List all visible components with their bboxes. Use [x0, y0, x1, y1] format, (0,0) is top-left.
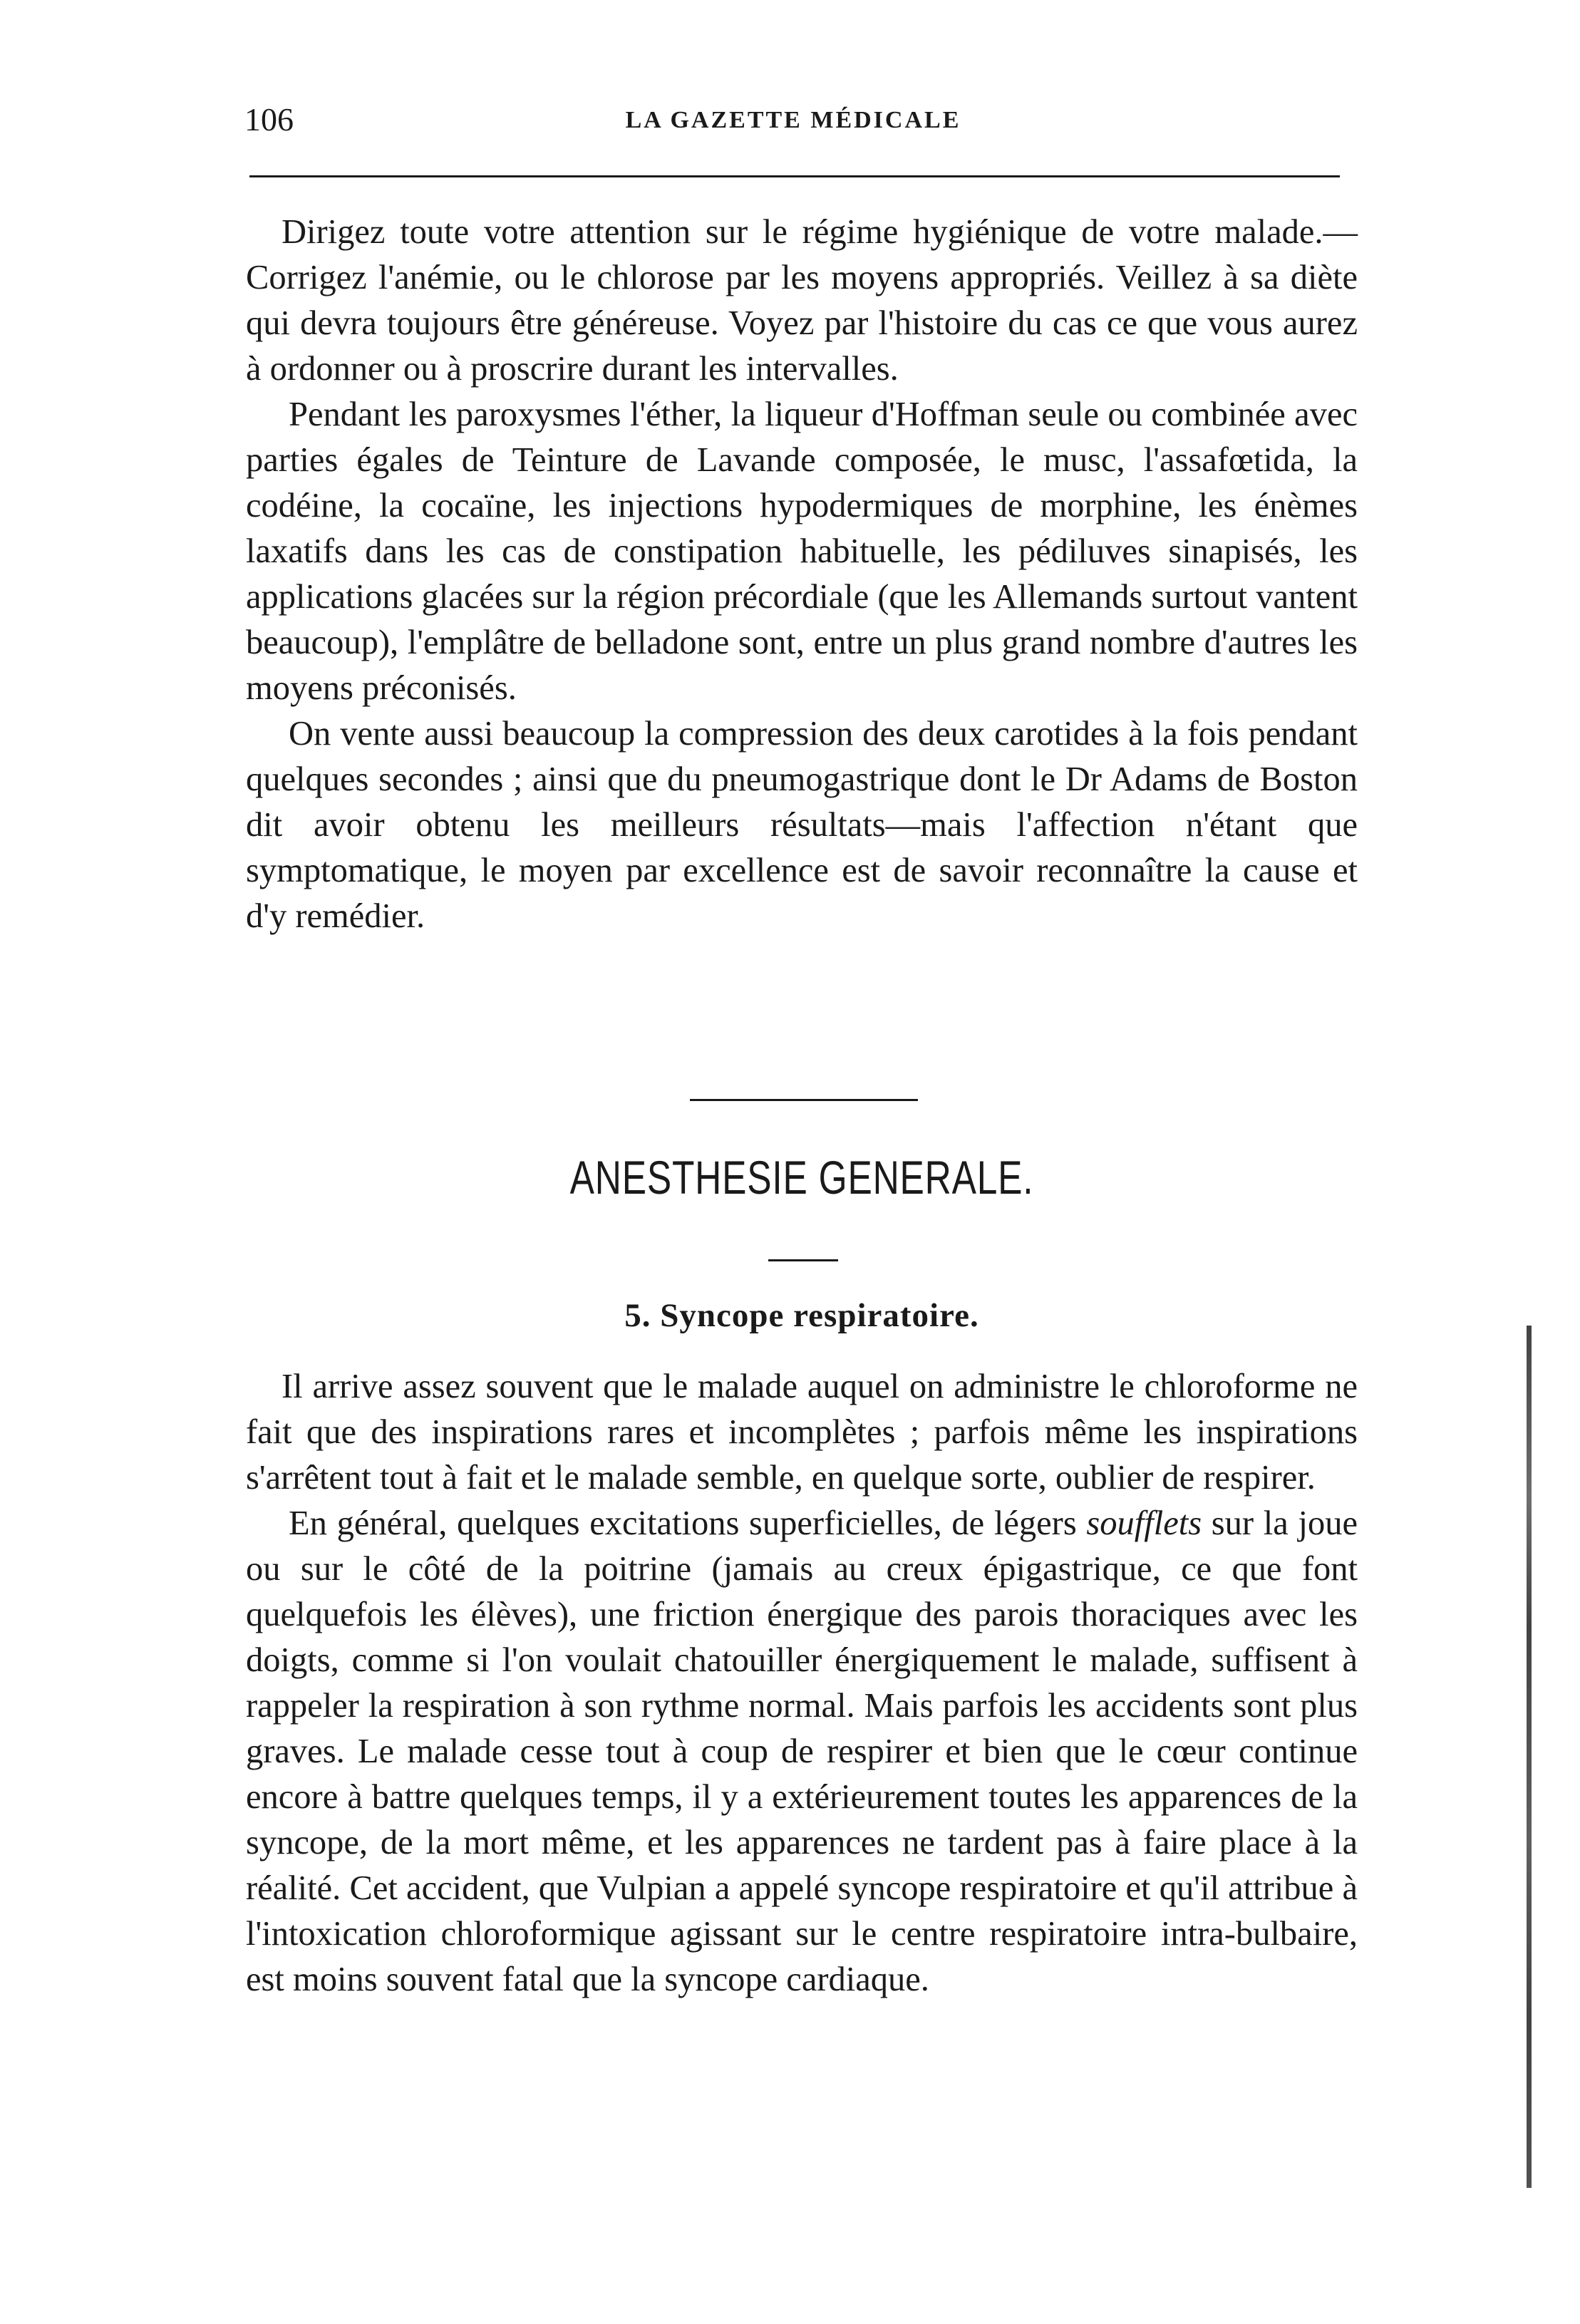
text-block-intro — [246, 210, 1358, 939]
subsection-heading: 5. Syncope respiratoire. — [624, 1297, 979, 1334]
paragraph: En général, quelques excitations superficielles, de légers soufflets sur la joue ou sur le côté de la poitrine (jamais au creux épigastrique, ce que font quelquefois les élèves), une friction énergique des parois thoraciques avec les doigts, comme si l'on voulait chatouiller énergiquement le malade, suffisent à rappeler la respiration à son rythme normal. Mais parfois les accidents sont plus graves. Le malade cesse tout à coup de respirer et bien que le cœur continue encore à battre quelques temps, il y a extérieurement toutes les apparences de la syncope, de la mort même, et les apparences ne tardent pas à faire place à la réalité. Cet accident, que Vulpian a appelé syncope respiratoire et qu'il attribue à l'intoxication chloroformique agissant sur le centre respiratoire intra-bulbaire, est moins souvent fatal que la syncope cardiaque. — [246, 1504, 1358, 1998]
margin-scan-mark — [1527, 1326, 1532, 2188]
italic-word: soufflets — [1086, 1504, 1202, 1542]
paragraph: Dirigez toute votre attention sur le régime hygiénique de votre malade.—Corrigez l'anémie, ou le chlorose par les moyens appropriés. Veillez à sa diète qui devra toujours être généreuse. Voyez par l'histoire du cas ce que vous aurez à ordonner ou à proscrire durant les intervalles. — [246, 213, 1358, 388]
paragraph: Pendant les paroxysmes l'éther, la liqueur d'Hoffman seule ou combinée avec parties égales de Teinture de Lavande composée, le musc, l'assafœtida, la codéine, la cocaïne, les injections hypodermiques de morphine, les énèmes laxatifs dans les cas de constipation habituelle, les pédiluves sinapisés, les applications glacées sur la région précordiale (que les Allemands surtout vantent beaucoup), l'emplâtre de belladone sont, entre un plus grand nombre d'autres les moyens préconisés. — [246, 396, 1358, 707]
text-block-syncope — [246, 1364, 1358, 2003]
header-rule — [249, 175, 1340, 177]
section-heading: ANESTHESIE GENERALE. — [569, 1151, 1034, 1204]
paragraph: Il arrive assez souvent que le malade auquel on administre le chloroforme ne fait que des inspirations rares et incomplètes ; parfois même les inspirations s'arrêtent tout à fait et le malade semble, en quelque sorte, oublier de respirer. — [246, 1368, 1358, 1497]
running-head — [244, 98, 1342, 148]
section-divider-rule — [690, 1099, 918, 1101]
paragraph: On vente aussi beaucoup la compression des deux carotides à la fois pendant quelques secondes ; ainsi que du pneumogastrique dont le Dr Adams de Boston dit avoir obtenu les meilleurs résultats—mais l'affection n'étant que symptomatique, le moyen par excellence est de savoir reconnaître la cause et d'y remédier. — [246, 715, 1358, 935]
page-number: 106 — [244, 101, 294, 138]
journal-title: LA GAZETTE MÉDICALE — [625, 107, 961, 133]
heading-short-rule — [768, 1259, 838, 1261]
